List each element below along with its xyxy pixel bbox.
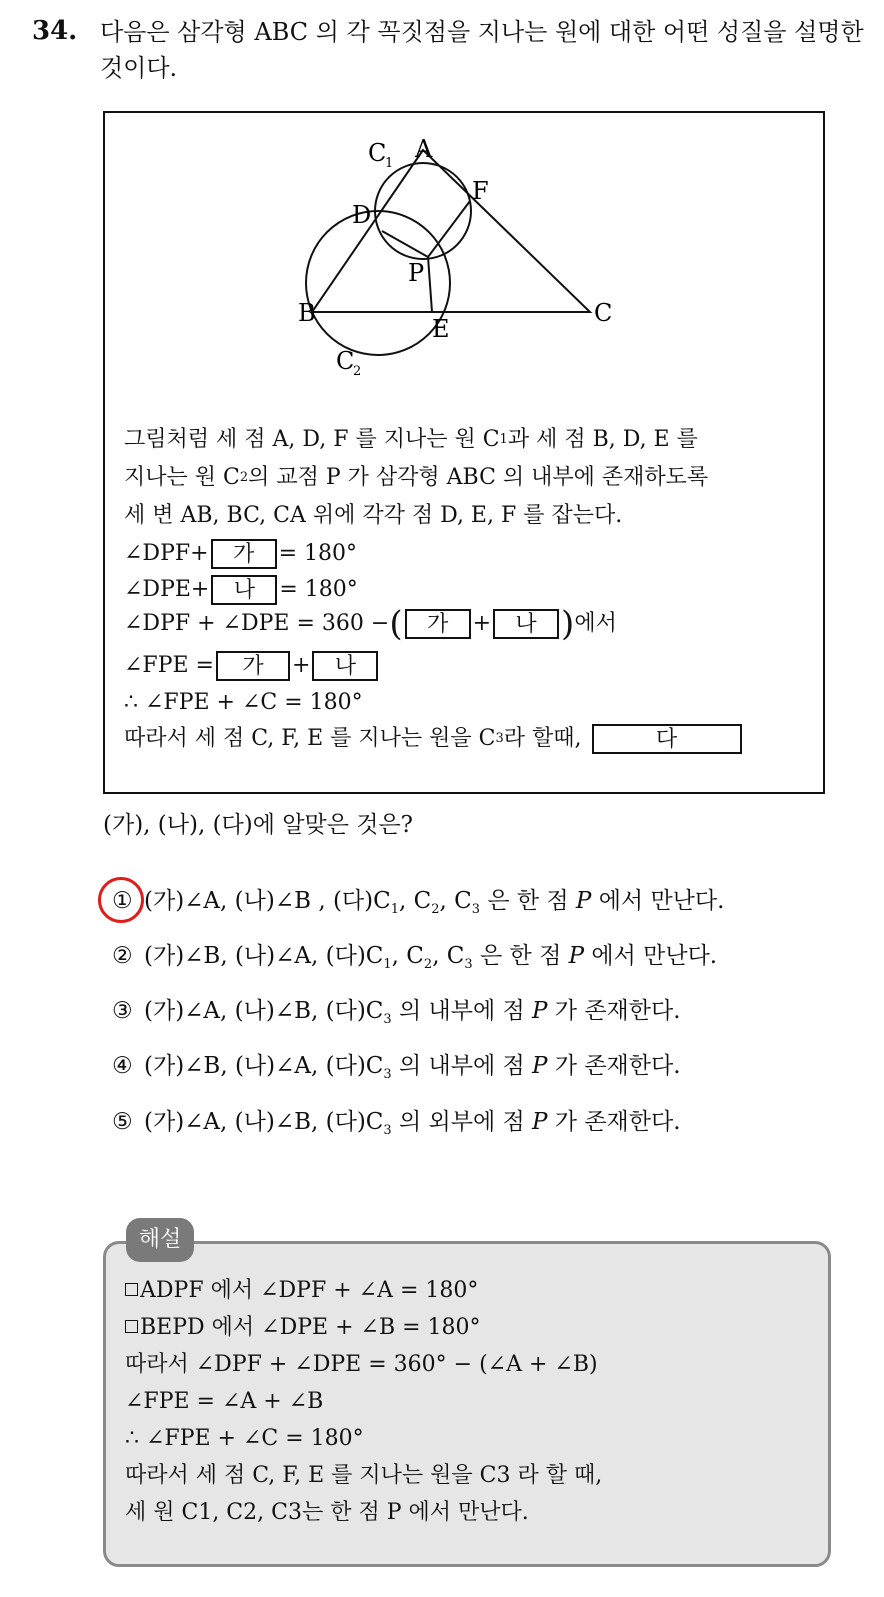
square-icon [125, 1283, 138, 1296]
question-text: 다음은 삼각형 ABC 의 각 꼭짓점을 지나는 원에 대한 어떤 성질을 설명한 것이다. [100, 18, 864, 82]
box-line-8: ∴ ∠FPE + ∠C = 180° [124, 690, 363, 715]
box-line-1: 그림처럼 세 점 A, D, F 를 지나는 원 C 1 과 세 점 B, D, E 를 [124, 427, 698, 452]
box-line-7: ∠FPE = 가 + 나 [124, 649, 380, 683]
label-e: E [432, 315, 450, 343]
segment-pe [428, 257, 432, 312]
blank-ga: 가 [216, 651, 290, 681]
label-d: D [352, 201, 372, 229]
label-c2-sub: 2 [353, 364, 362, 379]
box-line-6: ∠DPF + ∠DPE = 360 − ( 가 + 나 ) 에서 [124, 604, 617, 644]
label-p: P [408, 259, 425, 287]
box-line-2: 지나는 원 C 2 의 교점 P 가 삼각형 ABC 의 내부에 존재하도록 [124, 465, 709, 490]
choice-2[interactable]: ② (가)∠B, (나)∠A, (다)$C_1$, $C_2$, $C_3$ 은 한 점 P 에서 만난다. [112, 943, 718, 972]
choice-4[interactable]: ④ (가)∠B, (나)∠A, (다)$C_3$ 의 내부에 점 P 가 존재한다. [112, 1053, 681, 1082]
triangle-abc [312, 150, 590, 312]
blank-na: 나 [493, 609, 559, 639]
blank-na: 나 [211, 575, 277, 605]
triangle-circles-figure [290, 125, 650, 385]
box-line-4: ∠DPF+ 가 = 180° [124, 541, 357, 567]
blank-na: 나 [312, 651, 378, 681]
choice-5[interactable]: ⑤ (가)∠A, (나)∠B, (다)$C_3$ 의 외부에 점 P 가 존재한다. [112, 1109, 681, 1138]
label-b: B [298, 299, 316, 327]
solution-line-6: 따라서 세 점 C, F, E 를 지나는 원을 C3 라 할 때, [125, 1463, 603, 1488]
solution-line-7: 세 원 C1, C2, C3는 한 점 P 에서 만난다. [125, 1500, 529, 1525]
label-c1: C [368, 139, 387, 167]
choice-3[interactable]: ③ (가)∠A, (나)∠B, (다)$C_3$ 의 내부에 점 P 가 존재한다. [112, 998, 681, 1027]
blank-ga: 가 [211, 539, 277, 569]
blank-da: 다 [592, 724, 742, 754]
segment-pf [428, 201, 470, 257]
blank-ga: 가 [405, 609, 471, 639]
label-c2: C [336, 347, 355, 375]
label-c1-sub: 1 [385, 156, 394, 171]
choice-1[interactable]: ① (가)∠A, (나)∠B , (다)$C_1$, $C_2$, $C_3$ 은 한 점 P 에서 만난다. [112, 888, 725, 917]
solution-line-1: ADPF 에서 ∠DPF + ∠A = 180° [125, 1274, 478, 1308]
solution-line-3: 따라서 ∠DPF + ∠DPE = 360° − (∠A + ∠B) [125, 1352, 598, 1377]
label-a: A [415, 135, 433, 163]
question-prompt: (가), (나), (다)에 알맞은 것은? [103, 812, 413, 838]
box-line-3: 세 변 AB, BC, CA 위에 각각 점 D, E, F 를 잡는다. [124, 503, 623, 528]
label-f: F [472, 177, 489, 205]
circle-c2 [306, 211, 450, 355]
solution-line-4: ∠FPE = ∠A + ∠B [125, 1389, 324, 1414]
question-number: 34. [32, 16, 78, 46]
solution-line-5: ∴ ∠FPE + ∠C = 180° [125, 1426, 364, 1451]
label-c: C [594, 299, 613, 327]
box-line-9: 따라서 세 점 C, F, E 를 지나는 원을 C 3 라 할때, 다 [124, 722, 744, 756]
solution-tag: 해설 [126, 1218, 194, 1262]
square-icon [125, 1320, 138, 1333]
box-line-5: ∠DPE+ 나 = 180° [124, 577, 358, 603]
solution-line-2: BEPD 에서 ∠DPE + ∠B = 180° [125, 1311, 481, 1345]
